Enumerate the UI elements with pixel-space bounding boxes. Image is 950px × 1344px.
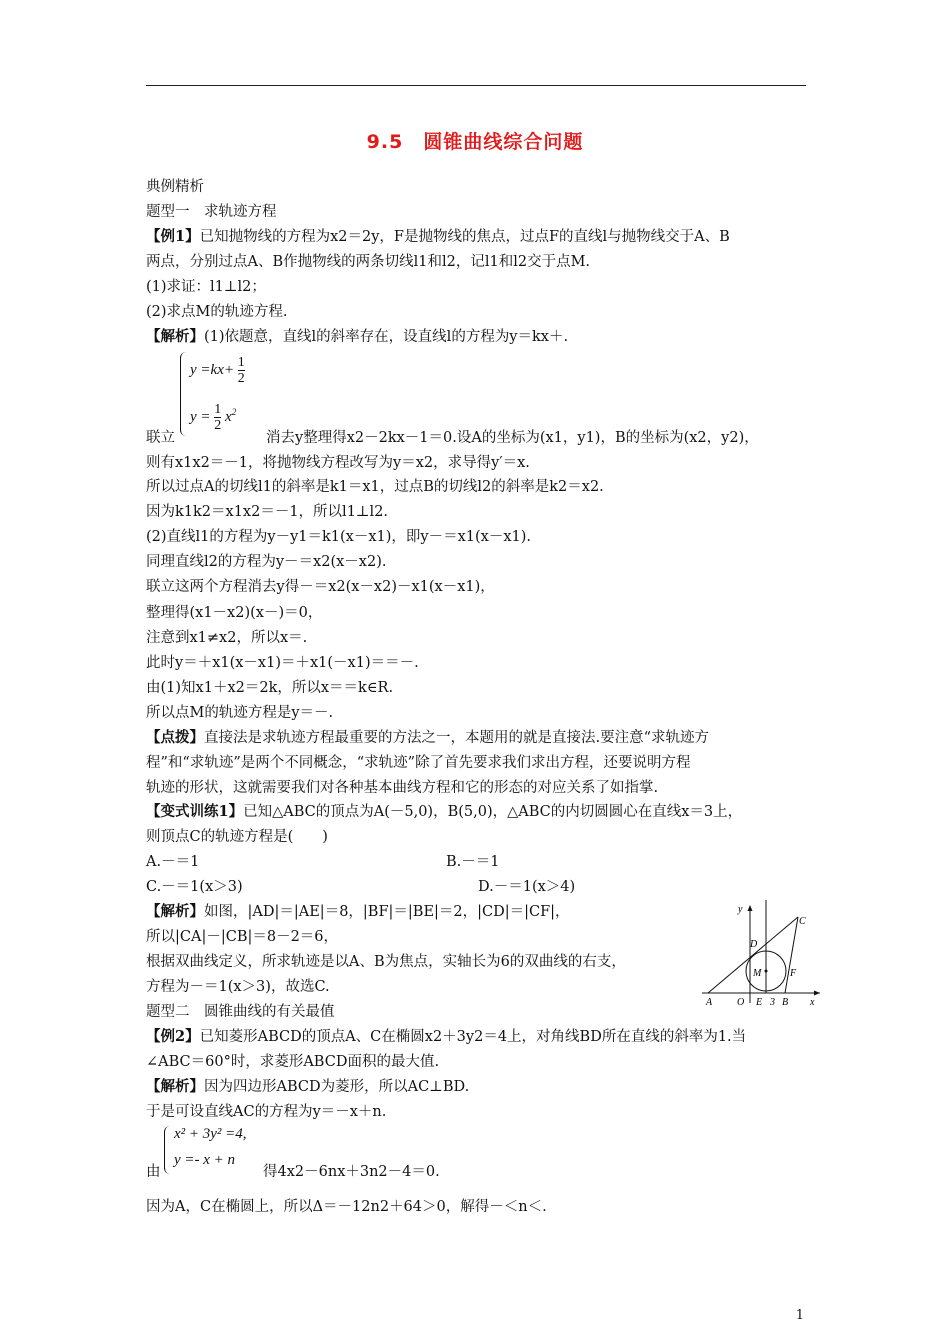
paragraph-line: [146, 1027, 746, 1047]
x-axis-arrow: [814, 991, 820, 996]
fraction: [214, 402, 221, 433]
equation-row: [190, 402, 236, 433]
label-tag: 【点拨】: [146, 729, 204, 746]
label-tag: 【例2】: [146, 1028, 200, 1045]
exponent: 2: [231, 406, 237, 417]
label-o: O: [737, 997, 745, 1007]
line-text: 直接法是求轨迹方程最重要的方法之一，本题用的就是直接法.要注意“求轨迹方: [204, 730, 710, 746]
eq-var: x: [225, 408, 232, 425]
line-text: 因为四边形ABCD为菱形，所以AC⊥BD.: [204, 1079, 470, 1095]
equation-brace: [180, 352, 189, 436]
label-x: x: [810, 997, 815, 1007]
paragraph-line: 方程为－＝1(x＞3)，故选C.: [146, 979, 330, 995]
paragraph-line: 整理得(x1－x2)(x－)＝0，: [146, 605, 323, 621]
paragraph-line: 所以点M的轨迹方程是y＝－.: [146, 705, 334, 721]
label-m: M: [753, 968, 762, 979]
paragraph-line: ∠ABC＝60°时，求菱形ABCD面积的最大值.: [146, 1054, 440, 1070]
label-a: A: [706, 997, 713, 1007]
line-text: (1)依题意，直线l的斜率存在，设直线l的方程为y＝kx＋.: [204, 329, 569, 345]
paragraph-line: (1)求证：l1⊥l2；: [146, 279, 266, 295]
paragraph-line: 于是可设直线AC的方程为y＝－x＋n.: [146, 1104, 387, 1120]
page-number: 1: [795, 1308, 804, 1323]
label-tag: 【解析】: [146, 1078, 204, 1095]
paragraph-line: 消去y整理得x2－2kx－1＝0.设A的坐标为(x1，y1)，B的坐标为(x2，y2)，: [266, 430, 759, 446]
paragraph-line: [146, 1077, 469, 1097]
denominator: 2: [214, 418, 222, 433]
label-f: F: [790, 968, 797, 979]
label-3: 3: [770, 997, 775, 1007]
side-ac: [708, 917, 798, 993]
fraction: [238, 355, 245, 386]
label-d: D: [750, 939, 758, 950]
paragraph-line: [146, 327, 568, 347]
eq-sign: =: [200, 408, 211, 425]
option-c: C.－＝1(x＞3): [146, 879, 243, 895]
triangle-incircle-figure: [700, 895, 825, 1007]
paragraph-line: 所以|CA|－|CB|＝8－2＝6，: [146, 929, 339, 945]
label-y: y: [738, 904, 743, 915]
eq-var: y: [190, 408, 197, 425]
paragraph-line: 得4x2－6nx＋3n2－4＝0.: [263, 1164, 440, 1180]
paragraph-line: 联立: [146, 430, 175, 446]
equation-brace: [164, 1126, 172, 1174]
line-text: 已知△ABC的顶点为A(－5,0)，B(5,0)，△ABC的内切圆圆心在直线x＝3上，: [243, 804, 743, 820]
side-bc: [785, 917, 798, 993]
label-e: E: [756, 997, 763, 1007]
paragraph-line: (2)求点M的轨迹方程.: [146, 304, 288, 320]
paragraph-line: 此时y＝＋x1(x－x1)＝＋x1(－x1)＝＝－.: [146, 655, 419, 671]
numerator: 1: [214, 402, 222, 417]
topic-heading: 题型一 求轨迹方程: [146, 204, 277, 220]
line-text: 已知抛物线的方程为x2＝2y，F是抛物线的焦点，过点F的直线l与抛物线交于A、B: [199, 229, 730, 245]
numerator: 1: [237, 355, 245, 370]
paragraph-line: (2)直线l1的方程为y－y1＝k1(x－x1)，即y－＝x1(x－x1).: [146, 529, 532, 545]
denominator: 2: [237, 371, 245, 386]
equation-row: y =- x + n: [174, 1152, 236, 1168]
label-c: C: [799, 916, 806, 927]
paragraph-line: 联立这两个方程消去y得－＝x2(x－x2)－x1(x－x1)，: [146, 579, 495, 595]
eq-rhs: =kx+: [200, 361, 234, 378]
paragraph-line: 轨迹的形状，这就需要我们对各种基本曲线方程和它的形态的对应关系了如指掌.: [146, 780, 659, 796]
page-title: 9.5 圆锥曲线综合问题: [366, 131, 584, 153]
y-axis-arrow: [748, 905, 753, 911]
line-text: 如图，|AD|＝|AE|＝8，|BF|＝|BE|＝2，|CD|＝|CF|，: [204, 904, 570, 920]
paragraph-line: 同理直线l2的方程为y－＝x2(x－x2).: [146, 554, 387, 570]
label-b: B: [782, 997, 789, 1007]
equation-row: [190, 355, 245, 386]
section-heading: 典例精析: [146, 179, 204, 195]
paragraph-line: [146, 227, 730, 247]
paragraph-line: 程”和“求轨迹”是两个不同概念，“求轨迹”除了首先要求我们求出方程，还要说明方程: [146, 755, 691, 771]
label-tag: 【解析】: [146, 903, 204, 920]
option-a: A.－＝1: [146, 854, 200, 870]
line-text: 已知菱形ABCD的顶点A、C在椭圆x2＋3y2＝4上，对角线BD所在直线的斜率为1.当: [199, 1029, 747, 1045]
topic-heading: 题型二 圆锥曲线的有关最值: [146, 1004, 335, 1020]
option-b: B.－＝1: [446, 854, 500, 870]
paragraph-line: 则有x1x2＝－1，将抛物线方程改写为y＝x2，求导得y′＝x.: [146, 455, 530, 471]
option-d: D.－＝1(x＞4): [478, 879, 576, 895]
paragraph-line: 由: [146, 1164, 161, 1180]
paragraph-line: 根据双曲线定义，所求轨迹是以A、B为焦点，实轴长为6的双曲线的右支，: [146, 954, 626, 970]
label-tag: 【解析】: [146, 328, 204, 345]
paragraph-line: [146, 728, 709, 748]
paragraph-line: [146, 802, 742, 822]
paragraph-line: 因为k1k2＝x1x2＝－1，所以l1⊥l2.: [146, 504, 389, 520]
label-tag: 【变式训练1】: [146, 803, 244, 820]
header-rule: [146, 85, 806, 86]
paragraph-line: [146, 902, 570, 922]
label-tag: 【例1】: [146, 228, 200, 245]
paragraph-line: 因为A，C在椭圆上，所以Δ＝－12n2＋64＞0，解得－＜n＜.: [146, 1199, 547, 1215]
eq-var: y: [190, 361, 197, 378]
paragraph-line: 则顶点C的轨迹方程是( ): [146, 829, 328, 845]
equation-row: x² + 3y² =4,: [174, 1126, 247, 1142]
paragraph-line: 两点，分别过点A、B作抛物线的两条切线l1和l2，记l1和l2交于点M.: [146, 254, 591, 270]
paragraph-line: 所以过点A的切线l1的斜率是k1＝x1，过点B的切线l2的斜率是k2＝x2.: [146, 479, 604, 495]
paragraph-line: 由(1)知x1＋x2＝2k，所以x＝＝k∈R.: [146, 680, 394, 696]
incenter-dot: [765, 970, 768, 973]
paragraph-line: 注意到x1≠x2，所以x＝.: [146, 630, 308, 646]
